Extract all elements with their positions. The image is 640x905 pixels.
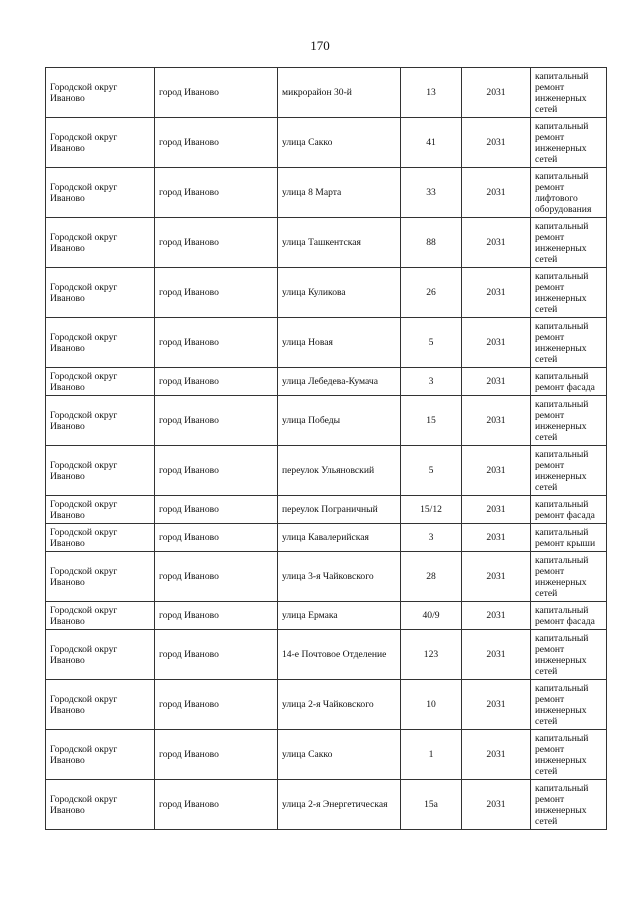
table-row [46,268,607,318]
cell-year: 2031 [462,268,531,318]
cell-year: 2031 [462,396,531,446]
cell-year: 2031 [462,168,531,218]
cell-year: 2031 [462,68,531,118]
cell-city: город Иваново [155,168,278,218]
cell-work-type: капитальный ремонт инженерных сетей [531,630,607,680]
cell-street: 14-е Почтовое Отделение [278,630,401,680]
cell-work-type: капитальный ремонт инженерных сетей [531,730,607,780]
cell-house-number: 3 [401,524,462,552]
cell-okrug: Городской округ Иваново [46,218,155,268]
cell-house-number: 15 [401,396,462,446]
cell-work-type: капитальный ремонт инженерных сетей [531,118,607,168]
table-row [46,446,607,496]
cell-year: 2031 [462,218,531,268]
cell-work-type: капитальный ремонт фасада [531,496,607,524]
cell-house-number: 26 [401,268,462,318]
table-row [46,318,607,368]
cell-house-number: 40/9 [401,602,462,630]
cell-year: 2031 [462,368,531,396]
cell-work-type: капитальный ремонт фасада [531,368,607,396]
cell-year: 2031 [462,730,531,780]
cell-city: город Иваново [155,268,278,318]
cell-street: улица Сакко [278,118,401,168]
cell-house-number: 15а [401,780,462,830]
cell-year: 2031 [462,630,531,680]
cell-city: город Иваново [155,318,278,368]
table-row [46,630,607,680]
cell-work-type: капитальный ремонт инженерных сетей [531,318,607,368]
cell-work-type: капитальный ремонт инженерных сетей [531,218,607,268]
cell-city: город Иваново [155,630,278,680]
table-row [46,602,607,630]
cell-okrug: Городской округ Иваново [46,268,155,318]
cell-okrug: Городской округ Иваново [46,496,155,524]
table-row [46,368,607,396]
cell-street: улица 3-я Чайковского [278,552,401,602]
cell-street: улица Сакко [278,730,401,780]
cell-work-type: капитальный ремонт инженерных сетей [531,396,607,446]
cell-work-type: капитальный ремонт инженерных сетей [531,680,607,730]
cell-city: город Иваново [155,552,278,602]
cell-okrug: Городской округ Иваново [46,318,155,368]
cell-street: микрорайон 30-й [278,68,401,118]
cell-street: переулок Ульяновский [278,446,401,496]
cell-okrug: Городской округ Иваново [46,730,155,780]
cell-work-type: капитальный ремонт фасада [531,602,607,630]
cell-city: город Иваново [155,524,278,552]
cell-year: 2031 [462,680,531,730]
registry-table [45,67,607,830]
table-row [46,552,607,602]
table-row [46,168,607,218]
cell-okrug: Городской округ Иваново [46,368,155,396]
cell-city: город Иваново [155,496,278,524]
cell-work-type: капитальный ремонт инженерных сетей [531,780,607,830]
cell-street: улица Ташкентская [278,218,401,268]
registry-table-body [46,68,607,830]
table-row [46,68,607,118]
cell-year: 2031 [462,318,531,368]
cell-year: 2031 [462,118,531,168]
cell-work-type: капитальный ремонт лифтового оборудования [531,168,607,218]
page-number: 170 [310,38,330,53]
cell-street: улица 2-я Чайковского [278,680,401,730]
cell-house-number: 5 [401,446,462,496]
cell-work-type: капитальный ремонт инженерных сетей [531,68,607,118]
cell-street: улица Лебедева-Кумача [278,368,401,396]
table-row [46,496,607,524]
cell-street: улица 8 Марта [278,168,401,218]
table-row [46,730,607,780]
cell-okrug: Городской округ Иваново [46,396,155,446]
cell-work-type: капитальный ремонт инженерных сетей [531,446,607,496]
cell-city: город Иваново [155,680,278,730]
cell-house-number: 41 [401,118,462,168]
table-row [46,396,607,446]
cell-work-type: капитальный ремонт крыши [531,524,607,552]
cell-house-number: 10 [401,680,462,730]
cell-house-number: 33 [401,168,462,218]
cell-street: улица Куликова [278,268,401,318]
cell-okrug: Городской округ Иваново [46,680,155,730]
cell-city: город Иваново [155,602,278,630]
table-row [46,680,607,730]
cell-work-type: капитальный ремонт инженерных сетей [531,552,607,602]
cell-street: улица Кавалерийская [278,524,401,552]
cell-city: город Иваново [155,396,278,446]
cell-house-number: 13 [401,68,462,118]
cell-year: 2031 [462,780,531,830]
cell-city: город Иваново [155,68,278,118]
cell-okrug: Городской округ Иваново [46,524,155,552]
cell-house-number: 28 [401,552,462,602]
cell-street: улица Победы [278,396,401,446]
cell-okrug: Городской округ Иваново [46,602,155,630]
cell-house-number: 123 [401,630,462,680]
cell-house-number: 88 [401,218,462,268]
cell-street: улица Новая [278,318,401,368]
cell-street: переулок Пограничный [278,496,401,524]
cell-okrug: Городской округ Иваново [46,118,155,168]
cell-city: город Иваново [155,446,278,496]
cell-city: город Иваново [155,368,278,396]
cell-city: город Иваново [155,780,278,830]
cell-year: 2031 [462,552,531,602]
table-row [46,118,607,168]
cell-year: 2031 [462,602,531,630]
cell-house-number: 5 [401,318,462,368]
cell-year: 2031 [462,446,531,496]
cell-year: 2031 [462,496,531,524]
cell-street: улица 2-я Энергетическая [278,780,401,830]
cell-house-number: 1 [401,730,462,780]
table-row [46,524,607,552]
cell-okrug: Городской округ Иваново [46,552,155,602]
cell-street: улица Ермака [278,602,401,630]
cell-house-number: 3 [401,368,462,396]
cell-house-number: 15/12 [401,496,462,524]
cell-city: город Иваново [155,730,278,780]
cell-okrug: Городской округ Иваново [46,68,155,118]
cell-city: город Иваново [155,218,278,268]
cell-year: 2031 [462,524,531,552]
cell-okrug: Городской округ Иваново [46,168,155,218]
cell-okrug: Городской округ Иваново [46,780,155,830]
cell-work-type: капитальный ремонт инженерных сетей [531,268,607,318]
table-row [46,780,607,830]
cell-city: город Иваново [155,118,278,168]
table-row [46,218,607,268]
cell-okrug: Городской округ Иваново [46,630,155,680]
cell-okrug: Городской округ Иваново [46,446,155,496]
